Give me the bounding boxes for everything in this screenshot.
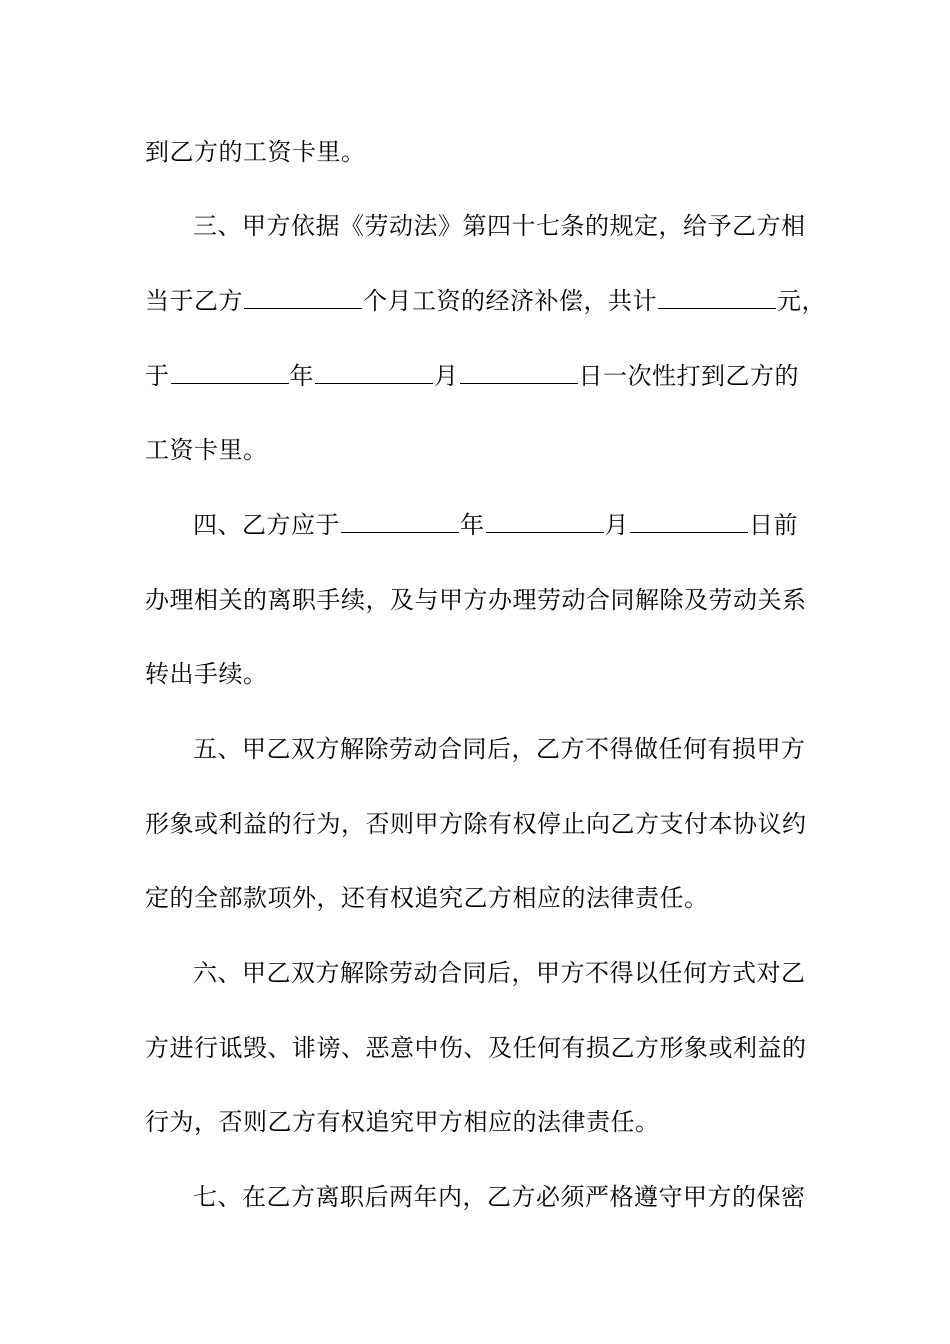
- text-line: [145, 1107, 825, 1137]
- text-line: [193, 958, 873, 988]
- text-segment: 日前: [749, 511, 798, 539]
- text-segment: 元，: [777, 287, 826, 315]
- text-segment: 月: [434, 362, 459, 390]
- text-segment: 当于乙方: [145, 287, 243, 315]
- text-segment: 年: [460, 511, 485, 539]
- text-segment: 形象或利益的行为，否则甲方除有权停止向乙方支付本协议约: [145, 810, 807, 838]
- text-segment: 五、甲乙双方解除劳动合同后，乙方不得做任何有损甲方: [193, 735, 806, 763]
- fill-in-blank[interactable]: [244, 286, 362, 309]
- text-line: [145, 659, 825, 689]
- text-line: [193, 1182, 873, 1212]
- text-line: [145, 1033, 825, 1063]
- fill-in-blank[interactable]: [171, 361, 289, 384]
- text-line: [145, 286, 825, 316]
- text-segment: 六、甲乙双方解除劳动合同后，甲方不得以任何方式对乙: [193, 959, 806, 987]
- text-segment: 工资卡里。: [145, 436, 268, 464]
- text-segment: 于: [145, 362, 170, 390]
- text-segment: 转出手续。: [145, 660, 268, 688]
- text-segment: 到乙方的工资卡里。: [145, 138, 366, 166]
- text-segment: 办理相关的离职手续，及与甲方办理劳动合同解除及劳动关系: [145, 586, 807, 614]
- text-line: [145, 883, 825, 913]
- text-line: [145, 435, 825, 465]
- fill-in-blank[interactable]: [460, 361, 578, 384]
- text-segment: 定的全部款项外，还有权追究乙方相应的法律责任。: [145, 884, 709, 912]
- text-line: [145, 361, 825, 391]
- text-line: [193, 734, 873, 764]
- text-line: [145, 809, 825, 839]
- text-line: [193, 510, 873, 540]
- fill-in-blank[interactable]: [341, 510, 459, 533]
- text-segment: 年: [289, 362, 314, 390]
- text-segment: 四、乙方应于: [193, 511, 340, 539]
- text-line: [145, 137, 825, 167]
- text-segment: 三、甲方依据《劳动法》第四十七条的规定，给予乙方相: [193, 212, 806, 240]
- text-segment: 行为，否则乙方有权追究甲方相应的法律责任。: [145, 1108, 660, 1136]
- fill-in-blank[interactable]: [486, 510, 604, 533]
- fill-in-blank[interactable]: [658, 286, 776, 309]
- fill-in-blank[interactable]: [315, 361, 433, 384]
- text-segment: 日一次性打到乙方的: [578, 362, 799, 390]
- text-line: [145, 585, 825, 615]
- text-segment: 七、在乙方离职后两年内，乙方必须严格遵守甲方的保密: [193, 1183, 806, 1211]
- text-line: [193, 211, 873, 241]
- text-segment: 方进行诋毁、诽谤、恶意中伤、及任何有损乙方形象或利益的: [145, 1034, 807, 1062]
- fill-in-blank[interactable]: [630, 510, 748, 533]
- text-segment: 个月工资的经济补偿，共计: [363, 287, 657, 315]
- text-segment: 月: [604, 511, 629, 539]
